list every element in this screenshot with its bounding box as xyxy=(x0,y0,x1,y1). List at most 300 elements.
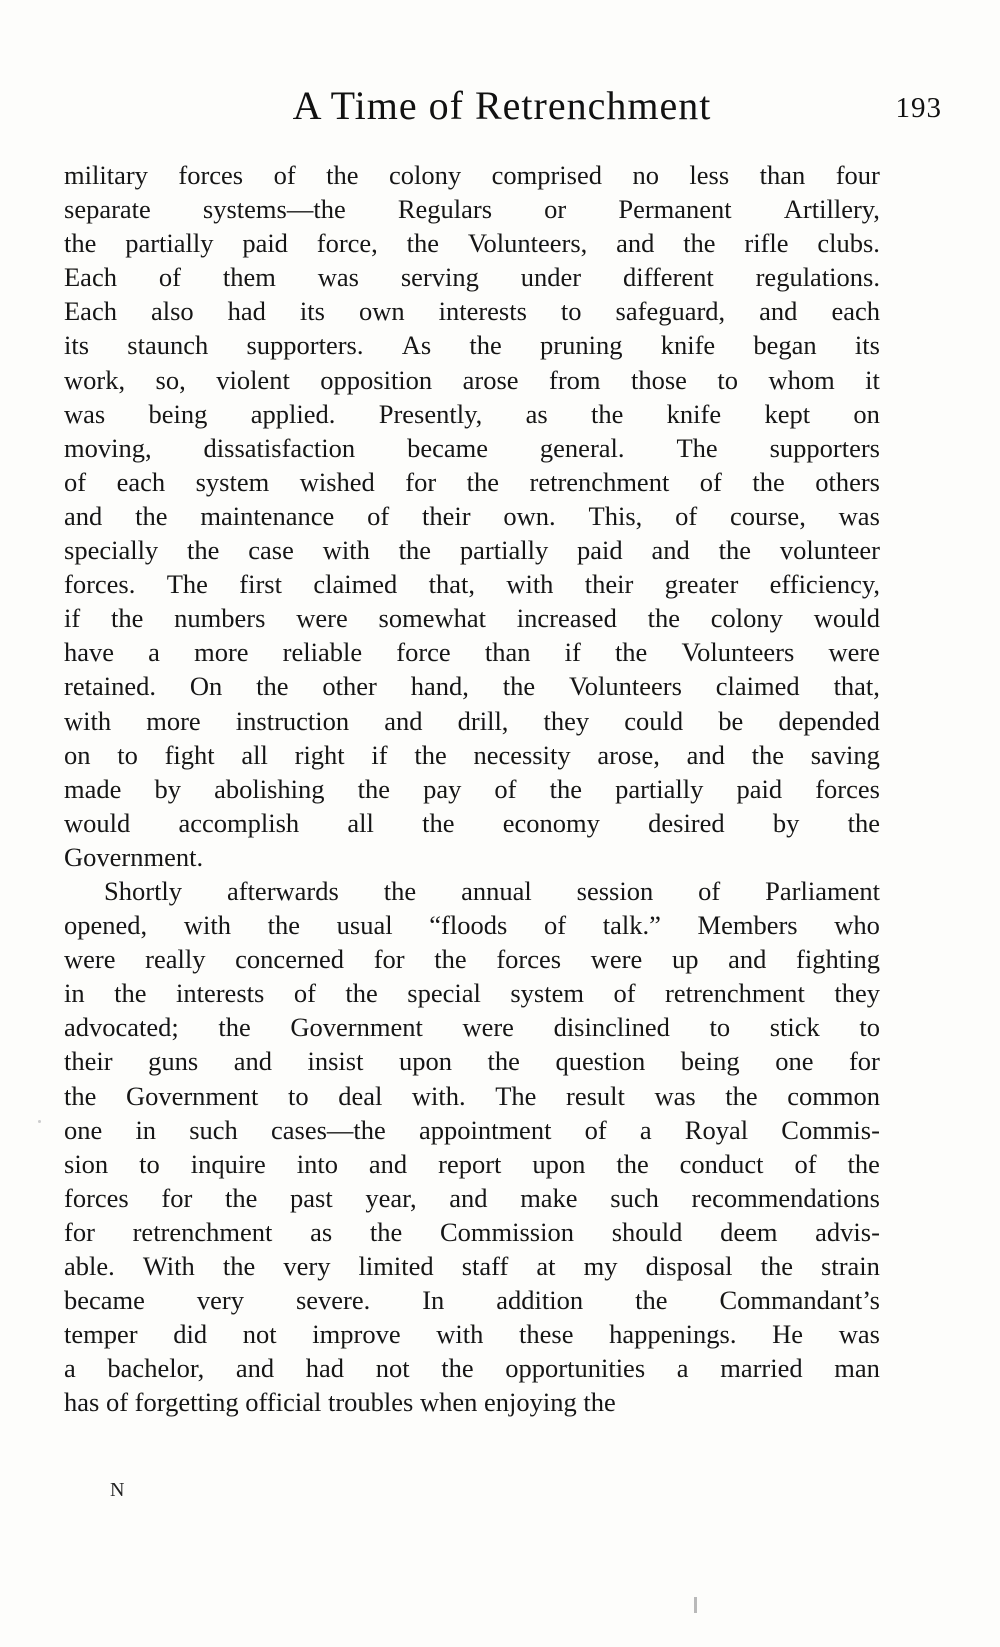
text-run: from xyxy=(549,364,601,395)
text-run: improve xyxy=(312,1319,401,1350)
text-run: and xyxy=(686,739,725,770)
text-run: of xyxy=(543,910,567,941)
text-run: of xyxy=(699,466,722,497)
page-header xyxy=(62,82,942,138)
text-run: He xyxy=(772,1319,804,1350)
text-run: the xyxy=(760,1251,793,1281)
text-run: system xyxy=(510,978,584,1009)
text-line xyxy=(64,635,880,669)
text-run: report xyxy=(438,1148,502,1179)
text-run: made xyxy=(64,773,122,804)
text-run: of xyxy=(494,773,517,804)
text-run: the xyxy=(326,160,359,190)
text-run: their xyxy=(422,500,471,531)
text-run: interests xyxy=(176,978,265,1009)
text-run: advocated; xyxy=(64,1012,179,1043)
text-run: the xyxy=(647,603,680,634)
text-run: retrenchment xyxy=(665,978,805,1009)
text-run: colony xyxy=(710,603,783,634)
text-run: on xyxy=(64,739,91,770)
text-run: that, xyxy=(833,671,880,702)
text-run: make xyxy=(520,1182,578,1213)
text-run: they xyxy=(543,705,590,736)
text-run: more xyxy=(194,637,249,668)
text-line xyxy=(64,294,880,328)
text-run: for xyxy=(161,1182,193,1213)
text-run: retrenchment xyxy=(529,466,670,497)
text-run: Commandant’s xyxy=(719,1285,880,1316)
text-run: economy xyxy=(502,807,600,838)
text-line xyxy=(64,1113,880,1147)
text-line xyxy=(64,465,880,499)
text-run: of xyxy=(584,1114,607,1145)
text-run: were xyxy=(828,637,880,668)
text-line xyxy=(64,533,880,567)
text-run: be xyxy=(718,705,744,736)
text-run: Volunteers xyxy=(681,637,795,668)
text-run: was xyxy=(838,500,880,531)
text-run: being xyxy=(148,398,208,429)
text-run: the xyxy=(135,500,168,531)
text-run: limited xyxy=(358,1251,434,1281)
text-run: severe. xyxy=(295,1285,371,1316)
text-run: up xyxy=(671,944,699,975)
text-line xyxy=(64,840,880,874)
text-run: the xyxy=(434,944,467,975)
text-run: other xyxy=(322,671,377,702)
text-run: regulations. xyxy=(755,262,880,293)
text-run: very xyxy=(196,1285,244,1316)
text-run: the xyxy=(345,978,378,1009)
text-run: Government. xyxy=(64,841,204,872)
text-run: the xyxy=(64,228,97,259)
text-run: upon xyxy=(532,1148,586,1179)
text-run: violent xyxy=(216,364,290,395)
text-run: advis- xyxy=(815,1216,880,1247)
text-run: or xyxy=(544,194,567,225)
text-run: forces. xyxy=(64,569,136,600)
text-run: claimed xyxy=(715,671,800,702)
text-run: to xyxy=(717,364,738,395)
text-run: their xyxy=(64,1046,113,1077)
text-run: for xyxy=(373,944,405,975)
text-line xyxy=(64,1351,880,1385)
text-run: session xyxy=(576,875,654,906)
text-run: appointment xyxy=(418,1114,552,1145)
text-run: were xyxy=(296,603,348,634)
text-run: On xyxy=(189,671,223,702)
text-run: its xyxy=(64,330,90,361)
text-run: the xyxy=(398,535,432,566)
text-run: case xyxy=(248,535,294,566)
text-run: the xyxy=(590,398,624,429)
text-run: if xyxy=(371,739,388,770)
text-run: “floods xyxy=(429,910,508,941)
text-run: knife xyxy=(660,330,716,361)
text-run: them xyxy=(222,262,276,293)
text-run: afterwards xyxy=(226,875,339,906)
text-line xyxy=(64,1147,880,1181)
text-run: staff xyxy=(461,1251,509,1281)
text-run: for xyxy=(848,1046,880,1077)
text-line xyxy=(64,567,880,601)
text-run: Royal xyxy=(684,1114,749,1145)
text-run: and xyxy=(651,535,690,566)
text-run: the xyxy=(422,807,455,838)
text-run: its xyxy=(854,330,880,361)
text-run: pruning xyxy=(540,330,623,361)
text-run: a xyxy=(148,637,160,668)
text-run: rifle xyxy=(744,228,789,259)
text-line xyxy=(64,226,880,260)
text-run: paid xyxy=(242,228,288,259)
text-run: Members xyxy=(697,910,798,941)
text-run: pay xyxy=(423,773,462,804)
text-run: clubs. xyxy=(817,228,880,259)
text-run: began xyxy=(753,330,817,361)
text-line xyxy=(64,499,880,533)
text-run: The xyxy=(495,1080,537,1111)
text-run: annual xyxy=(461,875,532,906)
text-run: Shortly xyxy=(104,875,183,906)
text-run: Presently, xyxy=(378,398,483,429)
text-run: opposition xyxy=(320,364,433,395)
text-run: The xyxy=(166,569,208,600)
text-run: so, xyxy=(155,364,186,395)
text-run: was xyxy=(838,1319,880,1350)
text-run: such xyxy=(610,1182,659,1213)
text-run: sion xyxy=(64,1148,109,1179)
text-run: my xyxy=(583,1251,618,1281)
text-run: increased xyxy=(516,603,617,634)
text-run: by xyxy=(772,807,800,838)
text-run: the xyxy=(383,875,417,906)
text-run: abolishing xyxy=(214,773,325,804)
text-run: of xyxy=(698,875,721,906)
text-run: partially xyxy=(125,228,214,259)
text-run: their xyxy=(584,569,634,600)
text-line xyxy=(64,1317,880,1351)
text-run: four xyxy=(835,160,880,190)
text-run: applied. xyxy=(250,398,336,429)
text-line xyxy=(64,601,880,635)
text-run: Volunteers xyxy=(569,671,682,702)
text-run: depended xyxy=(778,705,880,736)
text-run: the xyxy=(441,1353,474,1384)
text-run: question xyxy=(555,1046,646,1077)
text-run: if xyxy=(64,603,81,634)
text-run: colony xyxy=(388,160,462,190)
text-run: of xyxy=(158,262,181,293)
text-run: right xyxy=(294,739,345,770)
text-run: the xyxy=(469,330,502,361)
text-line xyxy=(64,363,880,397)
text-run: As xyxy=(401,330,432,361)
text-run: should xyxy=(611,1216,683,1247)
text-run: these xyxy=(519,1319,574,1350)
text-run: hand, xyxy=(410,671,469,702)
text-run: no xyxy=(632,160,659,190)
text-run: whom xyxy=(768,364,835,395)
text-run: the xyxy=(369,1216,403,1247)
text-run: the xyxy=(635,1285,668,1316)
text-run: upon xyxy=(399,1046,452,1077)
text-run: each xyxy=(116,466,166,497)
text-run: forces xyxy=(496,944,562,975)
text-line xyxy=(64,1283,880,1317)
text-run: able. xyxy=(64,1251,115,1281)
text-run: also xyxy=(150,296,194,327)
text-run: interests xyxy=(438,296,527,327)
text-run: were xyxy=(462,1012,514,1043)
text-run: the xyxy=(847,1148,880,1179)
text-run: efficiency, xyxy=(769,569,880,600)
text-run: recommendations xyxy=(691,1182,880,1213)
text-run: staunch xyxy=(127,330,209,361)
text-run: others xyxy=(815,466,880,497)
text-run: knife xyxy=(666,398,722,429)
text-run: kept xyxy=(764,398,811,429)
text-run: serving xyxy=(400,262,479,293)
text-run: volunteer xyxy=(779,535,880,566)
text-run: general. xyxy=(539,432,625,463)
text-run: talk.” xyxy=(602,910,661,941)
text-run: the xyxy=(406,228,439,259)
text-run: opened, xyxy=(64,910,148,941)
text-run: if xyxy=(564,637,581,668)
text-run: system xyxy=(195,466,270,497)
text-run: Government xyxy=(125,1080,259,1111)
text-run: Commis- xyxy=(781,1114,880,1145)
text-run: and xyxy=(449,1182,488,1213)
page-title: A Time of Retrenchment xyxy=(292,83,712,128)
text-run: was xyxy=(64,398,106,429)
text-run: of xyxy=(273,160,296,190)
text-run: retained. xyxy=(64,671,156,702)
text-run: supporters xyxy=(769,432,880,463)
text-run: past xyxy=(290,1182,333,1213)
text-run: than xyxy=(759,160,806,190)
text-run: the xyxy=(725,1080,758,1111)
text-run: married xyxy=(720,1353,803,1384)
text-run: Regulars xyxy=(397,194,493,225)
text-run: all xyxy=(241,739,268,770)
text-run: and xyxy=(728,944,767,975)
text-run: military xyxy=(64,160,148,190)
text-run: fight xyxy=(164,739,215,770)
text-run: of xyxy=(675,500,698,531)
text-run: Permanent xyxy=(618,194,732,225)
text-run: temper xyxy=(64,1319,138,1350)
text-run: the xyxy=(110,603,144,634)
text-run: common xyxy=(787,1080,880,1111)
text-run: a xyxy=(639,1114,652,1145)
text-run: insist xyxy=(307,1046,364,1077)
text-run: into xyxy=(296,1148,338,1179)
text-run: Volunteers, xyxy=(467,228,588,259)
text-run: forces xyxy=(178,160,244,190)
text-run: with xyxy=(183,910,231,941)
text-run: and xyxy=(384,705,423,736)
text-run: each xyxy=(831,296,880,327)
text-run: the xyxy=(752,466,785,497)
text-run: the xyxy=(357,773,390,804)
text-run: saving xyxy=(810,739,880,770)
text-run: became xyxy=(407,432,488,463)
page-edge-speck xyxy=(38,1120,41,1123)
text-line xyxy=(64,192,880,226)
text-run: more xyxy=(146,705,201,736)
text-run: by xyxy=(154,773,181,804)
text-run: The xyxy=(676,432,718,463)
text-run: disposal xyxy=(645,1251,733,1281)
text-run: to xyxy=(560,296,582,327)
text-run: the xyxy=(256,671,289,702)
text-run: the xyxy=(614,637,648,668)
text-run: Government xyxy=(290,1012,423,1043)
text-run: on xyxy=(853,398,880,429)
text-run: with xyxy=(506,569,554,600)
text-run: not xyxy=(242,1319,277,1350)
text-run: own. xyxy=(503,500,556,531)
text-line xyxy=(64,772,880,806)
text-run: deal xyxy=(338,1080,383,1111)
text-run: In xyxy=(422,1285,445,1316)
text-run: the xyxy=(466,466,500,497)
text-run: reliable xyxy=(282,637,363,668)
text-run: work, xyxy=(64,364,126,395)
text-run: separate xyxy=(64,194,151,225)
text-run: Artillery, xyxy=(783,194,880,225)
text-run: dissatisfaction xyxy=(203,432,356,463)
text-run: man xyxy=(834,1353,880,1384)
text-line xyxy=(64,397,880,431)
text-run: with xyxy=(436,1319,484,1350)
text-run: of xyxy=(367,500,390,531)
text-run: the xyxy=(267,910,300,941)
text-run: than xyxy=(484,637,531,668)
text-run: it xyxy=(865,364,880,395)
page-bottom-mark xyxy=(694,1597,697,1613)
text-run: to xyxy=(859,1012,880,1043)
text-run: who xyxy=(834,910,880,941)
text-run: bachelor, xyxy=(107,1353,205,1384)
text-run: partially xyxy=(615,773,704,804)
text-run: Each xyxy=(64,262,117,293)
text-run: usual xyxy=(336,910,393,941)
text-line xyxy=(64,328,880,362)
text-run: maintenance xyxy=(200,500,335,531)
text-run: had xyxy=(305,1353,345,1384)
text-run: fighting xyxy=(796,944,880,975)
text-run: Commission xyxy=(439,1216,574,1247)
text-run: the xyxy=(414,739,447,770)
text-run: a xyxy=(676,1353,689,1384)
text-run: disinclined xyxy=(553,1012,670,1043)
text-run: the xyxy=(487,1046,520,1077)
text-run: became xyxy=(64,1285,145,1316)
text-run: as xyxy=(525,398,548,429)
text-run: for xyxy=(405,466,437,497)
text-run: one xyxy=(775,1046,814,1077)
text-run: to xyxy=(709,1012,731,1043)
text-run: addition xyxy=(496,1285,584,1316)
text-run: its xyxy=(299,296,325,327)
text-run: opportunities xyxy=(505,1353,646,1384)
text-run: guns xyxy=(148,1046,199,1077)
text-line xyxy=(64,1079,880,1113)
text-run: the xyxy=(64,1080,97,1111)
text-run: the xyxy=(114,978,147,1009)
text-run: the xyxy=(187,535,220,566)
text-run: special xyxy=(407,978,481,1009)
text-run: comprised xyxy=(491,160,602,190)
body-text xyxy=(64,158,880,1419)
text-line xyxy=(64,158,880,192)
text-run: inquire xyxy=(190,1148,266,1179)
text-run: less xyxy=(689,160,730,190)
text-run: conduct xyxy=(679,1148,764,1179)
text-run: With xyxy=(142,1251,195,1281)
text-run: force xyxy=(396,637,451,668)
text-run: the xyxy=(225,1182,258,1213)
text-run: the xyxy=(549,773,582,804)
text-line xyxy=(64,1249,880,1283)
text-run: paid xyxy=(577,535,623,566)
text-run: very xyxy=(283,1251,331,1281)
text-line xyxy=(64,942,880,976)
text-line xyxy=(64,874,880,908)
text-run: of xyxy=(613,978,636,1009)
text-run: would xyxy=(64,807,131,838)
text-line xyxy=(64,669,880,703)
text-run: safeguard, xyxy=(615,296,726,327)
text-run: the xyxy=(222,1251,256,1281)
signature-mark: N xyxy=(110,1479,125,1501)
text-run: under xyxy=(520,262,582,293)
text-run: deem xyxy=(720,1216,778,1247)
text-run: paid xyxy=(736,773,783,804)
text-line xyxy=(64,704,880,738)
text-run: Each xyxy=(64,296,117,327)
text-run: those xyxy=(630,364,687,395)
text-run: claimed xyxy=(313,569,398,600)
text-run: all xyxy=(347,807,374,838)
text-run: being xyxy=(680,1046,740,1077)
text-run: own xyxy=(358,296,405,327)
text-run: specially xyxy=(64,535,159,566)
text-run: of xyxy=(64,466,87,497)
text-run: different xyxy=(622,262,714,293)
text-run: happenings. xyxy=(609,1319,737,1350)
text-run: has of forgetting official troubles when enjoying the xyxy=(64,1387,616,1418)
text-run: strain xyxy=(821,1251,880,1281)
text-run: This, xyxy=(588,500,643,531)
text-run: had xyxy=(227,296,266,327)
text-run: of xyxy=(794,1148,817,1179)
text-run: and xyxy=(616,228,655,259)
text-line xyxy=(64,1385,880,1419)
text-line xyxy=(64,1010,880,1044)
text-run: would xyxy=(813,603,880,634)
text-run: could xyxy=(624,705,684,736)
text-line xyxy=(64,806,880,840)
text-run: to xyxy=(117,739,138,770)
text-line xyxy=(64,908,880,942)
text-run: retrenchment xyxy=(132,1216,273,1247)
text-run: with. xyxy=(411,1080,466,1111)
text-line xyxy=(64,1181,880,1215)
